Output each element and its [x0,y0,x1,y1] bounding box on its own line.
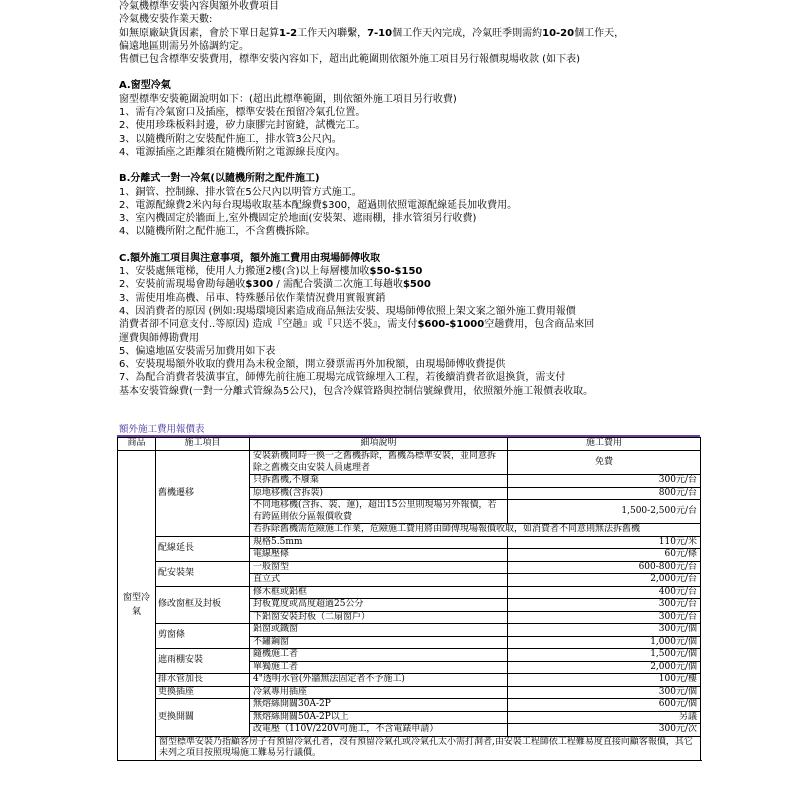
fee-cell: 600-800元/台 [508,561,701,574]
section-c-item: 4、因消費者的原因 (例如:現場環境因素造成商品無法安裝、現場師傅依照上架文案之額外施工費用報價 [119,305,576,317]
header-fee: 施工費用 [508,438,701,451]
detail-cell: 冷氣專用插座 [250,686,508,699]
section-c-item: 5、偏遠地區安裝需另加費用如下表 [119,345,276,357]
fee-cell: 300元/台 [508,611,701,624]
detail-cell: 若拆除舊機需危險施工作業，危險施工費用將由師傅現場報價收取，如消費者不同意則無法拆舊機 [250,524,701,537]
detail-cell: 封板寬度或高度超過25公分 [250,599,508,612]
section-a-item: 4、電源插座之距離須在隨機所附之電源線長度內。 [119,146,346,158]
detail-cell: 隨機施工者 [250,649,508,662]
section-c-item: 運費與師傅勘費用 [119,332,199,344]
detail-cell: 規格5.5mm [250,536,508,549]
fee-table-caption: 額外施工費用報價表 [119,424,205,435]
section-a-scope: 窗型標準安裝範圍說明如下：(超出此標準範圍，則依額外施工項目另行收費) [119,93,457,105]
price-note: 售價已包含標準安裝費用，標準安裝內容如下，超出此範圍則依額外施工項目另行報價現場收款 (如下表) [119,54,580,66]
work-days-heading: 冷氣機安裝作業天數: [119,14,213,26]
fee-cell: 300元/台 [508,599,701,612]
detail-cell: 單獨施工者 [250,661,508,674]
header-product: 商品 [118,438,156,451]
detail-cell: 一般窗型 [250,561,508,574]
section-a-item: 3、以隨機所附之安裝配件施工，排水管3公尺內。 [119,133,342,145]
fee-cell: 1,000元/個 [508,636,701,649]
section-b-item: 2、電源配線費2米內每台現場收取基本配線費$300，超過則依照電源配線延長加收費用。 [119,199,518,211]
intro-title: 冷氣機標準安裝內容與額外收費項目 [119,1,279,12]
section-c-heading: C.額外施工項目與注意事項，額外施工費用由現場師傅收取 [119,252,381,264]
item-relocation: 舊機遷移 [156,451,250,537]
table-row [118,674,701,687]
section-a-item: 2、使用珍珠板料封邊，矽力康膠完封窗縫，試機完工。 [119,120,366,132]
work-days-line-2: 偏遠地區則需另外協調約定。 [119,40,249,52]
item-socket: 更換插座 [156,686,250,699]
detail-cell: 無熔絲開關30A-2P [250,699,508,712]
fee-cell: 800元/台 [508,487,701,500]
fee-cell: 300元/個 [508,624,701,637]
section-b-item: 4、以隨機所附之配件施工，不含舊機拆除。 [119,226,316,238]
fee-cell: 400元/台 [508,586,701,599]
section-b-item: 1、銅管、控制線、排水管在5公尺內以明管方式施工。 [119,186,362,198]
work-days-line-1: 如無原廠缺貨因素，會於下單日起算1-2工作天內聯繫，7-10個工作天內完成，冷氣旺季則需約10-20個工作天， [119,27,625,39]
section-b-item: 3、室內機固定於牆面上,室外機固定於地面(安裝架、遮雨棚，排水管須另行收費) [119,213,477,225]
item-awning: 遮雨棚安裝 [156,649,250,674]
detail-cell: 電線壓條 [250,549,508,562]
section-c-item: 3、需使用堆高機、吊車、特殊懸吊依作業情況費用實報實銷 [119,292,386,304]
fee-table-footnote: 窗型標準安裝乃指顧客房子有預留冷氣孔者，沒有預留冷氣孔或冷氣孔太小需打洞者,由安裝工程師依工程難易度直接向顧客報價，其它未列之項目按照現場施工難易另行議價。 [156,736,701,760]
fee-cell: 1,500元/個 [508,649,701,662]
header-detail: 細項說明 [250,438,508,451]
item-drain: 排水管加長 [156,674,250,687]
fee-cell: 300元/個 [508,686,701,699]
section-a-item: 1、需有冷氣窗口及插座，標準安裝在預留冷氣孔位置。 [119,107,366,119]
detail-cell: 安裝新機同時一換一之舊機拆除，舊機為標準安裝，並同意拆除之舊機交由安裝人員處理者 [250,451,508,475]
section-a-heading: A.窗型冷氣 [119,80,171,92]
item-switch: 更換開關 [156,699,250,737]
table-row [118,624,701,637]
detail-cell: 直立式 [250,574,508,587]
fee-cell: 免費 [508,451,701,475]
fee-cell: 110元/米 [508,536,701,549]
install-info-text [119,0,694,398]
table-row [118,451,701,475]
table-row [118,536,701,549]
detail-cell: 不鏽鋼窗 [250,636,508,649]
detail-cell: 鋁窗或鐵窗 [250,624,508,637]
section-b-heading: B.分離式一對一冷氣(以隨機所附之配件施工) [119,173,320,185]
item-window-frame: 修改窗框及封板 [156,586,250,624]
item-wiring: 配線延長 [156,536,250,561]
detail-cell: 修木框或鋁框 [250,586,508,599]
fee-cell: 100元/樓 [508,674,701,687]
fee-cell: 300元/次 [508,724,701,737]
detail-cell: 下鋁窗安裝封板（二扇窗戶） [250,611,508,624]
fee-cell: 60元/條 [508,549,701,562]
fee-cell: 1,500-2,500元/台 [508,500,701,524]
fee-cell: 2,000元/個 [508,661,701,674]
header-item: 施工項目 [156,438,250,451]
detail-cell: 原地移機(含拆裝) [250,487,508,500]
table-row [118,561,701,574]
detail-cell: 改電壓（110V/220V可施工，不含電錶申請） [250,724,508,737]
detail-cell: 4"透明水管(外牆無法固定者不予施工) [250,674,508,687]
detail-cell: 無熔絲開關50A-2P以上 [250,711,508,724]
fee-table [117,437,701,761]
item-bracket: 配安裝架 [156,561,250,586]
fee-cell: 300元/台 [508,475,701,488]
table-row [118,686,701,699]
section-c-item: 2、安裝前需現場會勘每趟收$300 / 需配合裝潢二次施工每趟收$500 [119,279,431,291]
section-c-item: 消費者卻不同意支付..等原因) 造成『空趟』或『只送不裝』，需支付$600-$1000空趟費用，包含商品來回 [119,319,595,331]
section-c-item: 基本安裝管線費(一對一分離式管線為5公尺)，包含冷媒管路與控制信號線費用，依照額外施工報價表收取。 [119,385,594,397]
table-row [118,649,701,662]
section-c-item: 6、安裝現場額外收取的費用為未稅金額，開立發票需再外加稅額，由現場師傅收費提供 [119,359,506,371]
product-cell: 窗型冷 氣 [118,451,156,761]
fee-cell: 600元/個 [508,699,701,712]
table-row [118,586,701,599]
fee-cell: 2,000元/台 [508,574,701,587]
table-row [118,699,701,712]
table-row [118,736,701,760]
detail-cell: 不同地移機(含拆、裝、運)，超出15公里則現場另外報價，若有跨區則依分區報價收費 [250,500,508,524]
section-c-item: 7、為配合消費者裝潢事宜，師傅先前往施工現場完成管線埋入工程，若後續消費者欲退換貨，需支付 [119,372,566,384]
fee-table-header-row [118,438,701,451]
section-c-item: 1、安裝處無電梯，使用人力搬運2樓(含)以上每層樓加收$50-$150 [119,266,423,278]
fee-cell: 另議 [508,711,701,724]
item-cut-bar: 剪窗條 [156,624,250,649]
detail-cell: 只拆舊機,不廢棄 [250,475,508,488]
